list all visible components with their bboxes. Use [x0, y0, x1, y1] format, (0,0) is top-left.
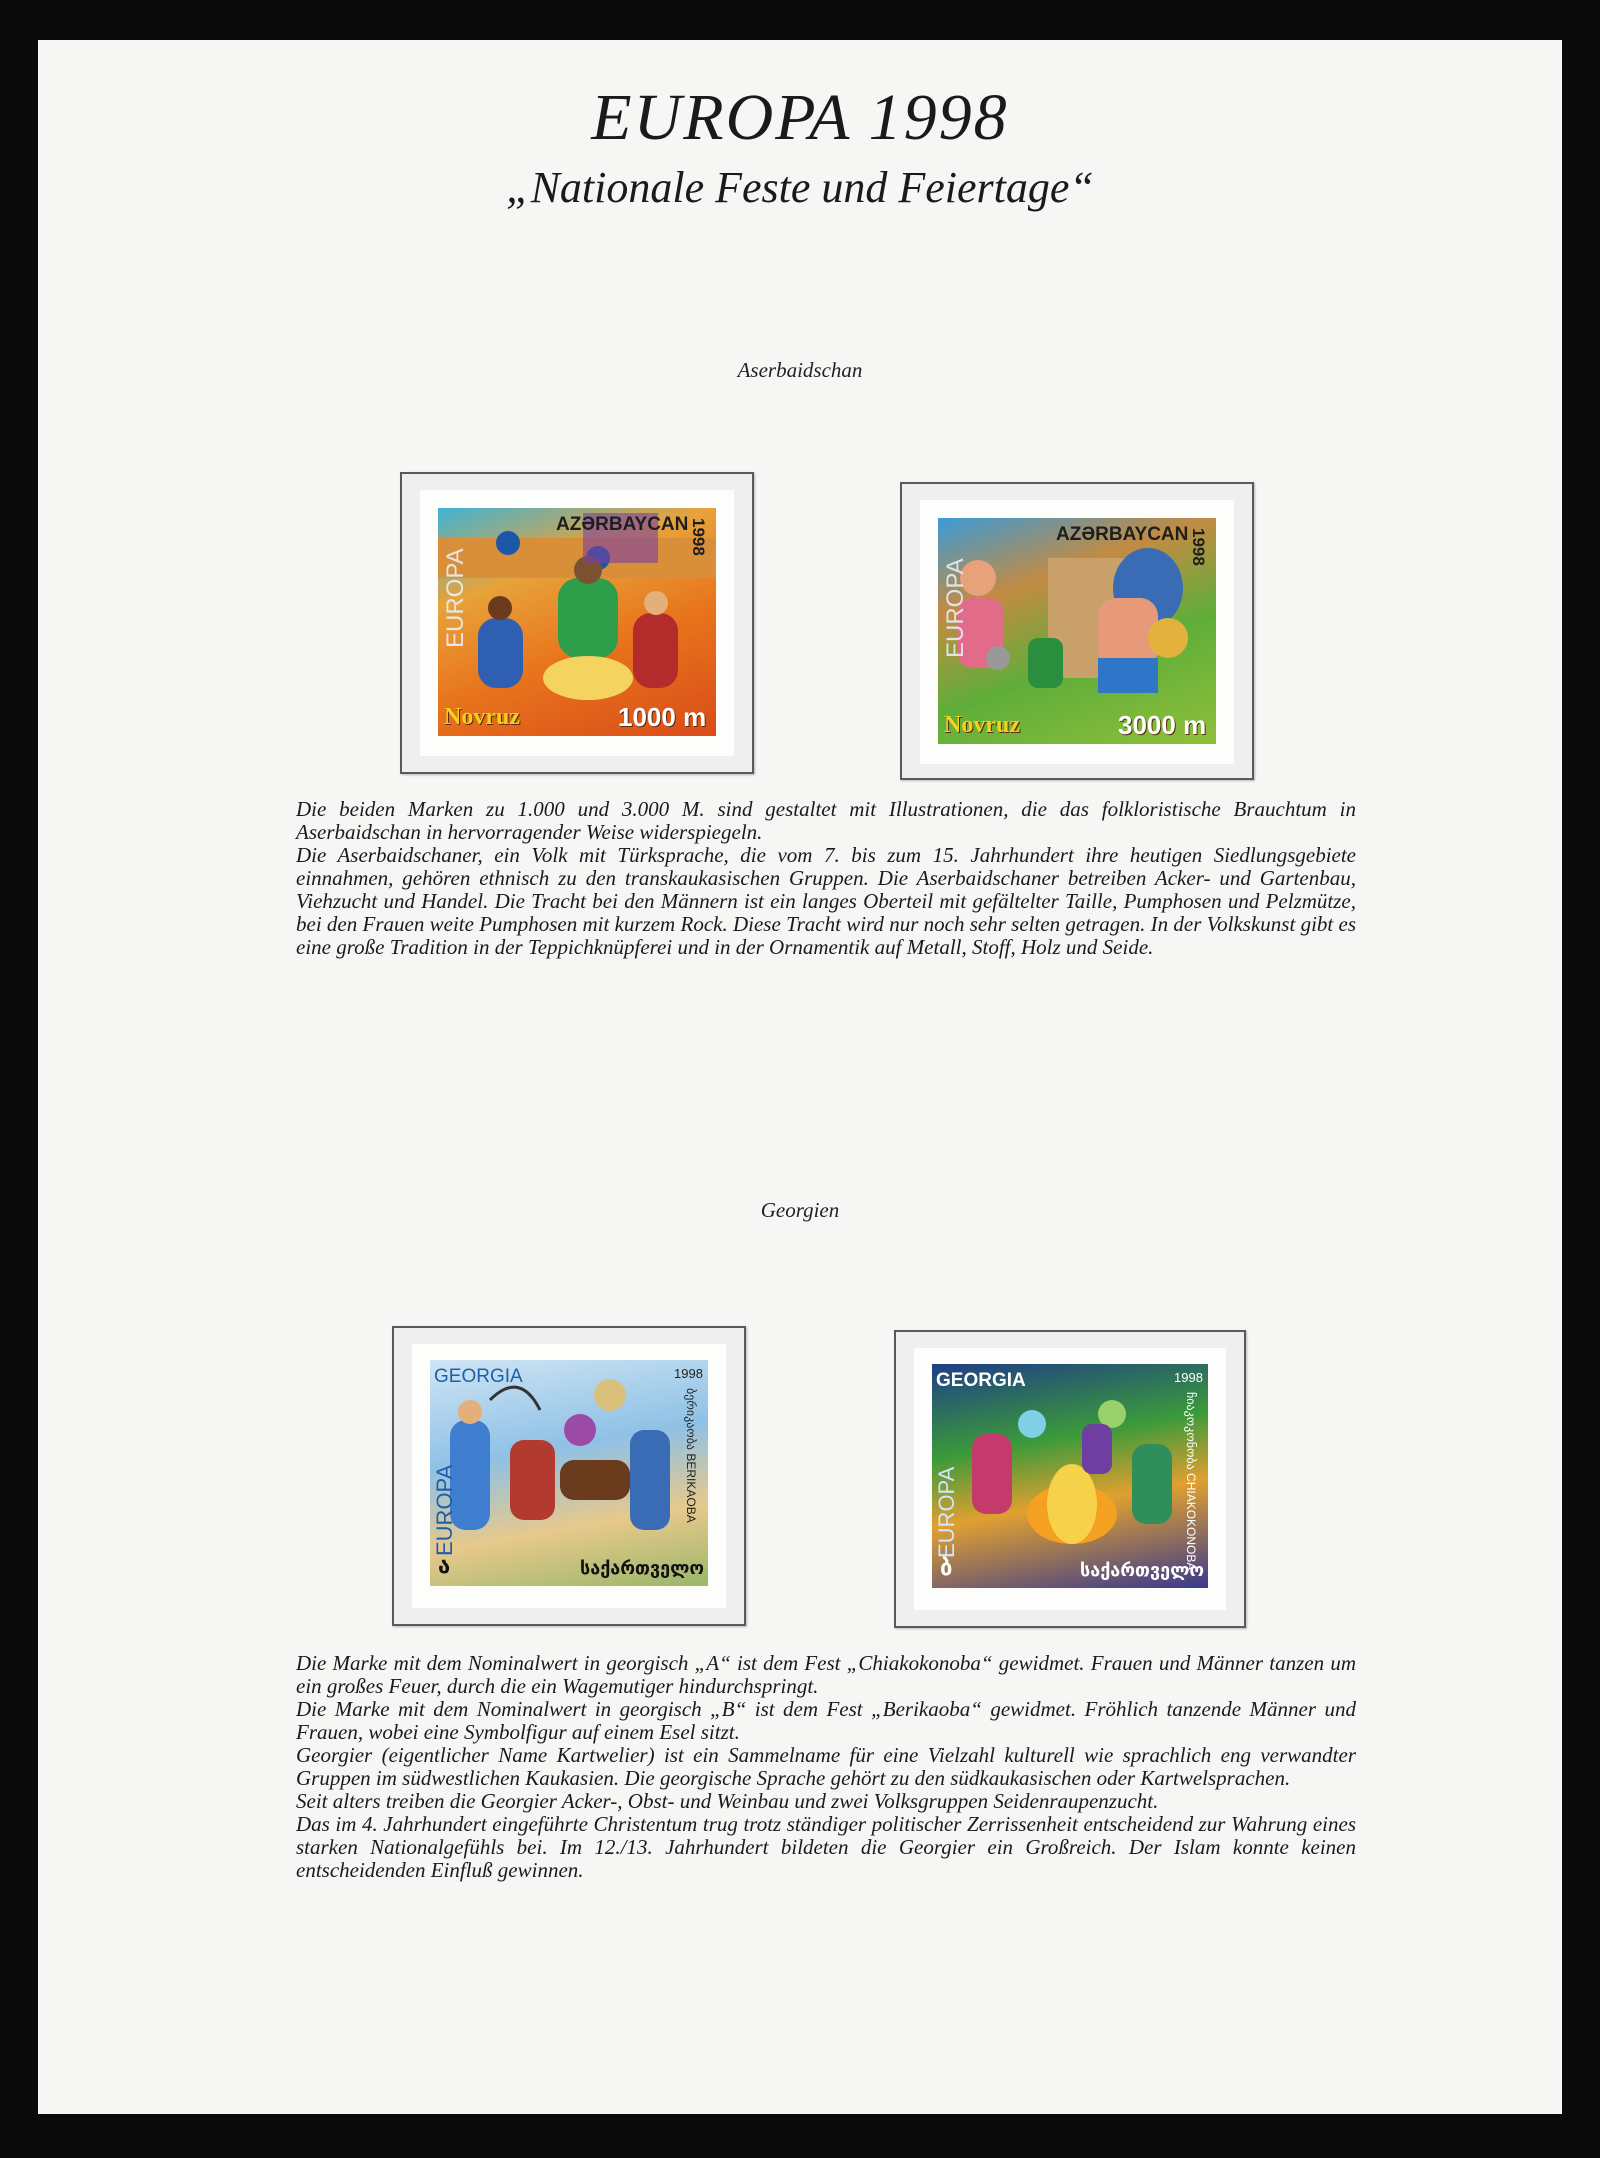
description-paragraph: Die beiden Marken zu 1.000 und 3.000 M. sind gestaltet mit Illustrationen, die das folkloristische Brauchtum in Aserbaidschan in hervorragender Weise widerspiegeln.	[296, 797, 1356, 844]
stamp-value: 1000 m	[618, 702, 707, 732]
stamp-azerbaijan-1000	[420, 490, 734, 756]
stamp-europa-label: EUROPA	[934, 1466, 959, 1558]
country-heading-azerbaijan: Aserbaidschan	[737, 358, 863, 382]
stamp-illustration	[438, 508, 716, 736]
stamp-illustration	[430, 1360, 708, 1586]
stamp-bottom-text: საქართველო	[1080, 1560, 1205, 1581]
description-paragraph: Georgier (eigentlicher Name Kartwelier) ist ein Sammelname für eine Vielzahl kulturell wie sprachlich eng verwandter Gruppen im südwestlichen Kaukasien. Die georgische Sprache gehört zu den südkaukasischen oder Kartwelsprachen.	[296, 1743, 1356, 1790]
stamp-country-print: GEORGIA	[936, 1370, 1026, 1391]
stamp-europa-label: EUROPA	[432, 1464, 457, 1556]
description-paragraph: Die Marke mit dem Nominalwert in georgisch „B“ ist dem Fest „Berikaoba“ gewidmet. Fröhlich tanzende Männer und Frauen, wobei eine Symbolfigur auf einem Esel sitzt.	[296, 1697, 1356, 1744]
stamp-side-text: ბერიკაობა BERIKAOBA	[684, 1388, 698, 1523]
stamp-illustration	[938, 518, 1216, 744]
stamp-europa-label: EUROPA	[442, 548, 469, 648]
stamp-illustration	[932, 1364, 1208, 1588]
stamp-year: 1998	[1189, 528, 1208, 566]
description-paragraph: Die Aserbaidschaner, ein Volk mit Türksprache, die vom 7. bis zum 15. Jahrhundert ihre heutigen Siedlungsgebiete einnahmen, gehören ethnisch zu den transkaukasischen Gruppen. Die Aserbaidschaner betreiben Acker- und Gartenbau, Viehzucht und Handel. Die Tracht bei den Männern ist ein langes Oberteil mit gefältelter Taille, Pumphosen und Pelzmütze, bei den Frauen weite Pumphosen mit kurzem Rock. Diese Tracht wird nur noch sehr selten getragen. In der Volkskunst gibt es eine große Tradition in der Teppichknüpferei und in der Ornamentik auf Metall, Stoff, Holz und Seide.	[296, 843, 1356, 959]
stamp-mount	[400, 472, 754, 774]
stamp-name: Novruz	[944, 712, 1020, 738]
stamp-georgia-b	[914, 1348, 1226, 1610]
stamp-value: 3000 m	[1118, 710, 1207, 740]
stamp-side-text: ჩიაკოკონობა CHIAKOKONOBA	[1184, 1392, 1198, 1571]
description-azerbaijan	[296, 798, 1356, 959]
page-title: EUROPA 1998	[591, 81, 1009, 154]
stamp-mount	[894, 1330, 1246, 1628]
stamp-georgia-a	[412, 1344, 726, 1608]
stamp-name: Novruz	[444, 704, 520, 730]
stamp-year: 1998	[689, 518, 708, 556]
stamp-year: 1998	[1174, 1370, 1203, 1385]
stamp-artwork	[430, 1360, 708, 1586]
stamp-country-print: AZƏRBAYCAN	[556, 514, 689, 535]
description-paragraph: Die Marke mit dem Nominalwert in georgisch „A“ ist dem Fest „Chiakokonoba“ gewidmet. Frauen und Männer tanzen um ein großes Feuer, durch die ein Wagemutiger hindurchspringt.	[296, 1651, 1356, 1698]
stamp-mount	[900, 482, 1254, 780]
description-paragraph: Das im 4. Jahrhundert eingeführte Christentum trug trotz ständiger politischer Zerrissenheit entscheidend zur Wahrung eines starken Nationalgefühls bei. Im 12./13. Jahrhundert bildeten die Georgier ein Großreich. Der Islam konnte keinen entscheidenden Einfluß gewinnen.	[296, 1812, 1356, 1882]
stamp-europa-label: EUROPA	[942, 558, 969, 658]
description-georgia	[296, 1652, 1356, 1882]
stamp-value: ა	[438, 1554, 451, 1579]
page-subtitle: „Nationale Feste und Feiertage“	[506, 163, 1094, 212]
description-paragraph: Seit alters treiben die Georgier Acker-, Obst- und Weinbau und zwei Volksgruppen Seidenraupenzucht.	[296, 1789, 1159, 1813]
stamp-country-print: AZƏRBAYCAN	[1056, 524, 1189, 545]
stamp-value: ბ	[940, 1556, 953, 1581]
stamp-year: 1998	[674, 1366, 703, 1381]
album-page	[38, 40, 1562, 2114]
stamp-bottom-text: საქართველო	[580, 1558, 705, 1579]
stamp-country-print: GEORGIA	[434, 1366, 523, 1387]
stamp-azerbaijan-3000	[920, 500, 1234, 764]
stamp-artwork	[932, 1364, 1208, 1588]
stamp-mount	[392, 1326, 746, 1626]
country-heading-georgia: Georgien	[760, 1198, 840, 1222]
